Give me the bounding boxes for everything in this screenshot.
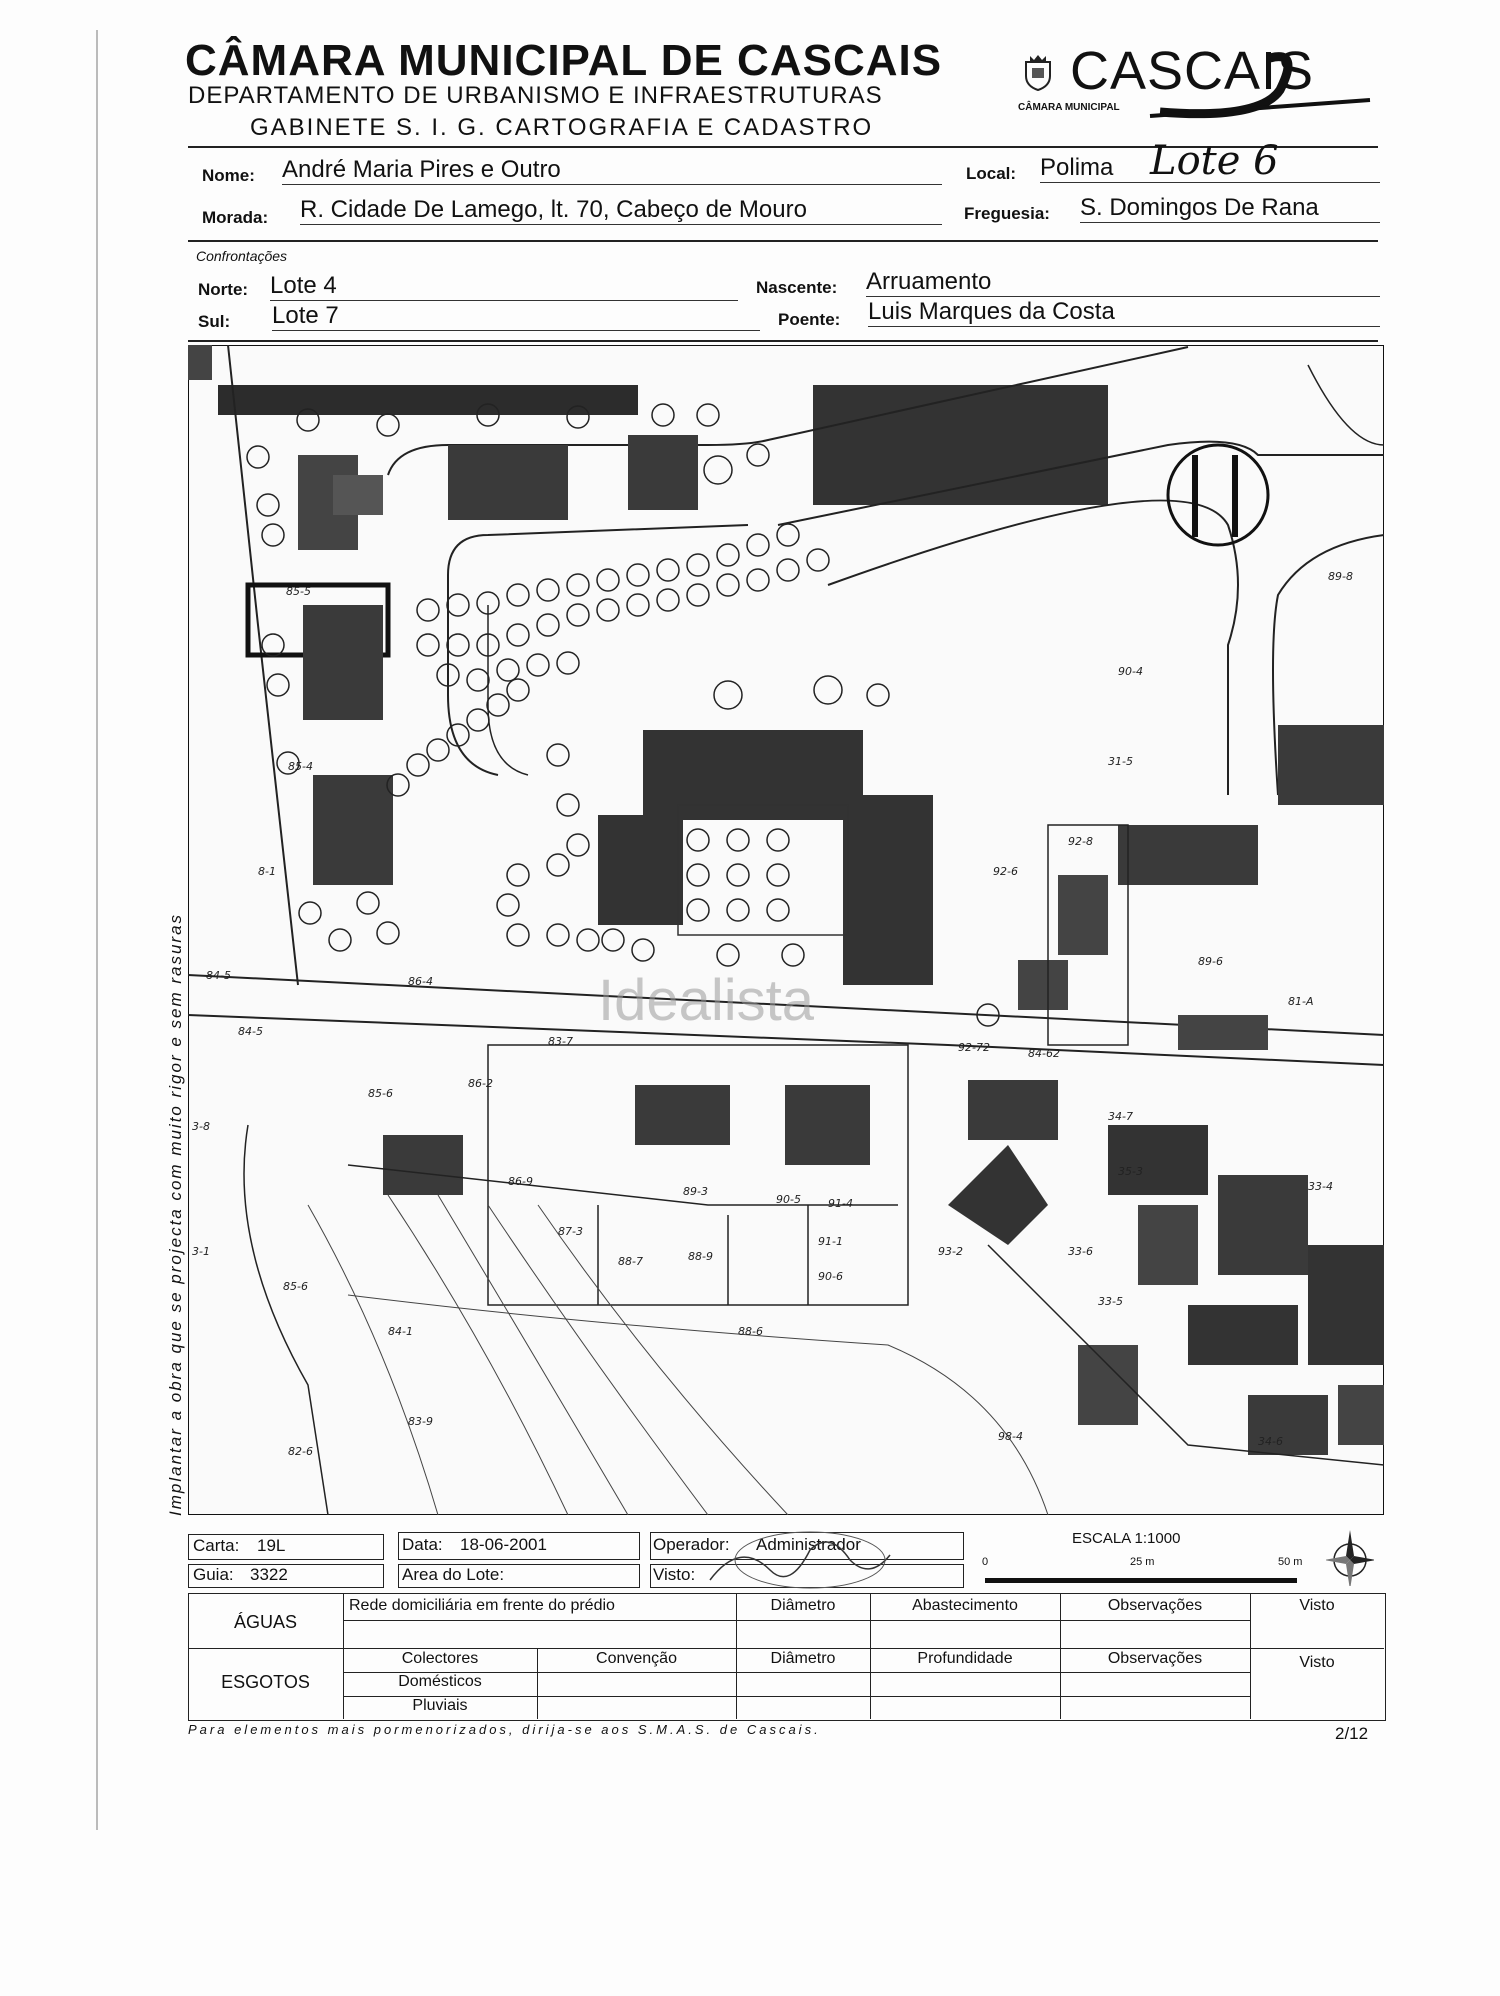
esgotos-hline-2 — [343, 1696, 1251, 1697]
services-divider — [188, 1648, 1384, 1649]
esgotos-col-colectores: Colectores — [401, 1650, 479, 1667]
confrontacoes-title: Confrontações — [196, 248, 288, 264]
escala-tick-0: 0 — [982, 1556, 989, 1568]
scan-margin-line — [96, 30, 98, 1830]
esgotos-vline-4 — [1060, 1648, 1061, 1719]
esgotos-vline-3 — [870, 1648, 871, 1719]
esgotos-col-diametro: Diâmetro — [770, 1650, 836, 1667]
aguas-vline-2 — [870, 1593, 871, 1648]
confrontacoes-rule — [188, 340, 1378, 342]
svg-text:91-1: 91-1 — [818, 1235, 843, 1248]
nascente-value: Arruamento — [866, 268, 1380, 297]
esgotos-row-pluviais: Pluviais — [412, 1697, 468, 1714]
nome-label: Nome: — [202, 166, 255, 185]
esgotos-hline-1 — [343, 1672, 1251, 1673]
esgotos-vline-1 — [537, 1648, 538, 1719]
svg-text:34-7: 34-7 — [1108, 1110, 1133, 1123]
cascais-logo-subtitle: CÂMARA MUNICIPAL — [1018, 102, 1120, 113]
svg-text:88-6: 88-6 — [738, 1325, 763, 1338]
page-number: 2/12 — [1335, 1724, 1369, 1743]
esgotos-col-convencao: Convenção — [596, 1650, 677, 1667]
poente-value: Luis Marques da Costa — [868, 298, 1380, 327]
header-title: CÂMARA MUNICIPAL DE CASCAIS — [185, 36, 943, 85]
logo-swoosh-icon — [1120, 50, 1380, 130]
svg-text:31-5: 31-5 — [1108, 755, 1133, 768]
carta-value: 19L — [257, 1536, 286, 1555]
svg-text:90-4: 90-4 — [1118, 665, 1143, 678]
svg-text:3-1: 3-1 — [192, 1245, 210, 1258]
nome-value: André Maria Pires e Outro — [282, 156, 942, 185]
svg-text:33-6: 33-6 — [1068, 1245, 1093, 1258]
coat-of-arms-icon — [1020, 52, 1056, 92]
watermark-text: Idealista — [598, 968, 815, 1033]
norte-value: Lote 4 — [270, 272, 738, 301]
aguas-vline-1 — [736, 1593, 737, 1648]
svg-text:85-5: 85-5 — [286, 585, 311, 598]
escala-tick-50: 50 m — [1278, 1556, 1303, 1568]
svg-text:86-9: 86-9 — [508, 1175, 533, 1188]
svg-text:88-9: 88-9 — [688, 1250, 713, 1263]
sul-value: Lote 7 — [272, 302, 760, 331]
operador-label: Operador: — [653, 1535, 730, 1554]
morada-label: Morada: — [202, 208, 269, 227]
header-department: DEPARTAMENTO DE URBANISMO E INFRAESTRUTURAS — [188, 82, 883, 109]
north-arrow-icon — [1326, 1526, 1374, 1586]
svg-text:84-5: 84-5 — [206, 969, 231, 982]
svg-text:35-3: 35-3 — [1118, 1165, 1143, 1178]
svg-text:86-4: 86-4 — [408, 975, 433, 988]
cadastral-map — [188, 345, 1384, 1515]
svg-text:83-9: 83-9 — [408, 1415, 433, 1428]
guia-value: 3322 — [250, 1565, 288, 1584]
svg-text:8-1: 8-1 — [258, 865, 276, 878]
svg-text:92-6: 92-6 — [993, 865, 1018, 878]
handwritten-lot-note: Lote 6 — [1150, 138, 1279, 184]
svg-text:92-72: 92-72 — [958, 1041, 990, 1054]
owner-rule — [188, 240, 1378, 242]
carta-label: Carta: — [193, 1536, 240, 1555]
aguas-col-diametro: Diâmetro — [770, 1597, 836, 1614]
signature-icon — [700, 1520, 900, 1600]
cascais-logo-text: CASCAIS — [1070, 41, 1315, 101]
aguas-col-rede: Rede domiciliária em frente do prédio — [349, 1597, 615, 1614]
svg-text:91-4: 91-4 — [828, 1197, 853, 1210]
svg-text:81-A: 81-A — [1288, 995, 1314, 1008]
svg-text:33-4: 33-4 — [1308, 1180, 1333, 1193]
aguas-vline-3 — [1060, 1593, 1061, 1648]
aguas-col-abastecimento: Abastecimento — [912, 1597, 1018, 1614]
svg-text:82-6: 82-6 — [288, 1445, 313, 1458]
poente-label: Poente: — [778, 310, 841, 329]
svg-text:87-3: 87-3 — [558, 1225, 583, 1238]
header-office: GABINETE S. I. G. CARTOGRAFIA E CADASTRO — [250, 114, 874, 141]
svg-text:89-3: 89-3 — [683, 1185, 708, 1198]
svg-text:84-62: 84-62 — [1028, 1047, 1060, 1060]
scale-bar — [985, 1578, 1297, 1583]
esgotos-col-profundidade: Profundidade — [917, 1650, 1013, 1667]
esgotos-col-visto: Visto — [1299, 1654, 1335, 1671]
svg-text:83-7: 83-7 — [548, 1035, 573, 1048]
operador-value: Administrador — [756, 1535, 861, 1554]
freguesia-value: S. Domingos De Rana — [1080, 194, 1380, 223]
nascente-label: Nascente: — [756, 278, 838, 297]
area-label: Area do Lote: — [402, 1565, 505, 1584]
esgotos-col-observacoes: Observações — [1107, 1650, 1203, 1667]
escala-tick-25: 25 m — [1130, 1556, 1155, 1568]
svg-text:90-6: 90-6 — [818, 1270, 843, 1283]
morada-value: R. Cidade De Lamego, lt. 70, Cabeço de Mouro — [300, 196, 942, 225]
local-label: Local: — [966, 164, 1017, 183]
aguas-col-visto: Visto — [1299, 1597, 1335, 1614]
svg-text:84-5: 84-5 — [238, 1025, 263, 1038]
guia-label: Guia: — [193, 1565, 234, 1584]
svg-text:98-4: 98-4 — [998, 1430, 1023, 1443]
svg-text:85-4: 85-4 — [288, 760, 313, 773]
norte-label: Norte: — [198, 280, 249, 299]
svg-text:3-8: 3-8 — [192, 1120, 210, 1133]
data-value: 18-06-2001 — [460, 1535, 547, 1554]
aguas-col-observacoes: Observações — [1107, 1597, 1203, 1614]
svg-text:85-6: 85-6 — [283, 1280, 308, 1293]
local-value: Polima — [1040, 154, 1380, 183]
footer-note: Para elementos mais pormenorizados, dirija-se aos S.M.A.S. de Cascais. — [188, 1722, 821, 1737]
svg-text:89-8: 89-8 — [1328, 570, 1353, 583]
svg-text:33-5: 33-5 — [1098, 1295, 1123, 1308]
svg-text:84-1: 84-1 — [388, 1325, 413, 1338]
aguas-label: ÁGUAS — [233, 1612, 298, 1632]
svg-text:90-5: 90-5 — [776, 1193, 801, 1206]
freguesia-label: Freguesia: — [964, 204, 1050, 223]
svg-text:89-6: 89-6 — [1198, 955, 1223, 968]
data-label: Data: — [402, 1535, 443, 1554]
esgotos-row-domesticos: Domésticos — [398, 1673, 482, 1690]
visto-label: Visto: — [653, 1565, 696, 1584]
svg-text:88-7: 88-7 — [618, 1255, 643, 1268]
svg-text:85-6: 85-6 — [368, 1087, 393, 1100]
svg-text:93-2: 93-2 — [938, 1245, 963, 1258]
esgotos-label: ESGOTOS — [221, 1672, 310, 1692]
svg-text:34-6: 34-6 — [1258, 1435, 1283, 1448]
svg-text:92-8: 92-8 — [1068, 835, 1093, 848]
aguas-grid — [343, 1620, 1251, 1621]
svg-text:86-2: 86-2 — [468, 1077, 493, 1090]
sul-label: Sul: — [198, 312, 231, 331]
esgotos-vline-2 — [736, 1648, 737, 1719]
side-note-vertical: Implantar a obra que se projecta com muito rigor e sem rasuras — [166, 912, 185, 1516]
escala-title: ESCALA 1:1000 — [1072, 1530, 1181, 1547]
